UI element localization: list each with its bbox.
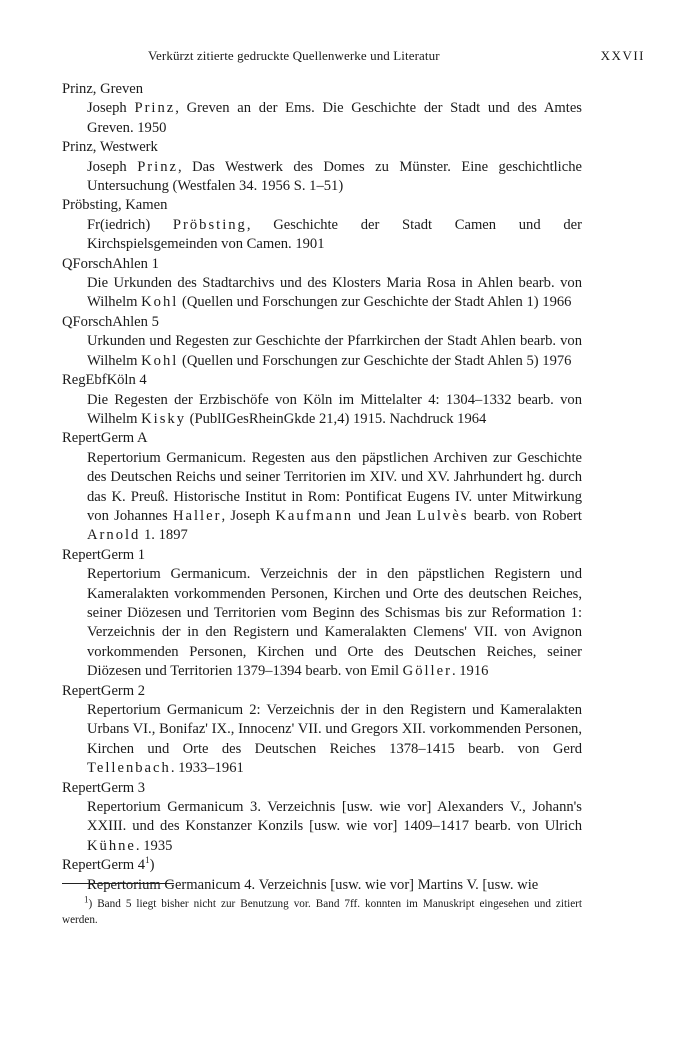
entry-abbreviation: RegEbfKöln 4 — [62, 372, 147, 389]
entry-citation — [62, 332, 582, 371]
entry-citation — [62, 99, 582, 138]
citation-text: Repertorium Germanicum 2: Verzeichnis der in den Registern und Kameralakten Urbans VI., Bonifaz' IX., Innocenz' VII. und Gregors XII. vorkommenden Personen, Kirchen und Orte des Deutschen Reiches 1378–1415 bearb. von Gerd — [87, 702, 582, 757]
bibliography-entry — [62, 546, 582, 682]
citation-text: Repertorium Germanicum 4. Verzeichnis [usw. wie vor] Martins V. [usw. wie — [87, 876, 539, 893]
entry-citation — [62, 274, 582, 313]
author-name-spaced: Kaufmann — [275, 507, 353, 524]
citation-text: Fr(iedrich) — [87, 216, 173, 233]
entry-citation — [62, 876, 582, 895]
footnote-rule — [62, 883, 174, 884]
entry-abbreviation: Pröbsting, Kamen — [62, 197, 168, 214]
author-name-spaced: Göller — [402, 663, 452, 680]
citation-text: Die Regesten der Erzbischöfe von Köln im Mittelalter 4: 1304–1332 bearb. von Wilhelm — [87, 391, 582, 427]
citation-text: (PublIGesRheinGkde 21,4) 1915. Nachdruck 1964 — [186, 410, 487, 427]
entry-abbreviation: QForschAhlen 1 — [62, 255, 159, 272]
entry-abbreviation: Prinz, Westwerk — [62, 139, 158, 156]
citation-text: Urkunden und Regesten zur Geschichte der Pfarrkirchen der Stadt Ahlen bearb. von Wilhelm — [87, 333, 582, 369]
bibliography-entry — [62, 779, 582, 857]
citation-text: . 1916 — [451, 663, 489, 680]
entry-abbreviation: RepertGerm $4^1$) — [62, 855, 155, 874]
citation-text: , Das Westwerk des Domes zu Münster. Eine geschichtliche Untersuchung (Westfalen 34. 1956 S. 1–51) — [87, 158, 582, 195]
running-title: Verkürzt zitierte gedruckte Quellenwerke und Literatur — [148, 48, 440, 63]
bibliography-entry — [62, 856, 582, 895]
entry-abbreviation: RepertGerm 2 — [62, 682, 146, 699]
citation-text: Joseph — [87, 158, 138, 175]
entry-abbreviation: Prinz, Greven — [62, 81, 144, 97]
citation-text: , Geschichte der Stadt Camen und der Kirchspielsgemeinden von Camen. 1901 — [87, 216, 582, 253]
entry-citation — [62, 391, 582, 430]
citation-text: Repertorium Germanicum. Verzeichnis der in den päpstlichen Registern und Kameralakten vorkommenden Personen, Kirchen und Orte des deutschen Reiches, seiner Diözesen und Territorien vom Beginn des Schismas bis zur Reformation 1: Verzeichnis der in den Registern und Kameralakten Clemens' VII. von Avignon vorkommenden Personen, Kirchen und Orte des Deutschen Reiches, seiner Diözesen und Territorien 1379–1394 bearb. von Emil — [87, 566, 582, 680]
author-name-spaced: Kohl — [141, 294, 179, 311]
citation-text: . 1933–1961 — [170, 760, 244, 777]
bibliography-entry — [62, 371, 582, 429]
citation-text: Joseph — [87, 100, 135, 117]
bibliography-entry — [62, 138, 582, 196]
bibliography-entry — [62, 429, 582, 545]
footnote-text: Band 5 liegt bisher nicht zur Benutzung vor. Band 7ff. konnten im Manuskript eingesehen und zitiert werden. — [62, 898, 582, 926]
author-name-spaced: Lulvès — [416, 507, 469, 524]
citation-text: (Quellen und Forschungen zur Geschichte der Stadt Ahlen 5) 1976 — [178, 352, 572, 369]
entry-abbreviation: RepertGerm 3 — [62, 779, 146, 796]
entry-citation — [62, 798, 582, 856]
citation-text: , Joseph — [221, 507, 276, 524]
citation-text: Die Urkunden des Stadtarchivs und des Klosters Maria Rosa in Ahlen bearb. von Wilhelm — [87, 275, 582, 311]
entry-citation — [62, 449, 582, 546]
author-name-spaced: Kisky — [141, 410, 187, 427]
entry-citation — [62, 158, 582, 197]
bibliography-entry — [62, 196, 582, 254]
citation-text: , Greven an der Ems. Die Geschichte der Stadt und des Amtes Greven. 1950 — [87, 100, 582, 136]
footnote — [62, 896, 582, 928]
author-name-spaced: Prinz — [134, 100, 176, 117]
entry-citation — [62, 701, 582, 779]
bibliography-entry — [62, 255, 582, 313]
author-name-spaced: Haller — [172, 507, 222, 524]
entry-citation — [62, 565, 582, 681]
bibliography-entry — [62, 682, 582, 779]
entry-abbreviation: RepertGerm 1 — [62, 546, 146, 563]
author-name-spaced: Prinz — [137, 158, 178, 175]
entry-abbreviation: QForschAhlen 5 — [62, 313, 159, 330]
citation-text: 1. 1897 — [140, 527, 188, 544]
citation-text: Repertorium Germanicum 3. Verzeichnis [usw. wie vor] Alexanders V., Johann's XXIII. und des Konstanzer Konzils [usw. wie vor] 1409–1417 bearb. von Ulrich — [87, 799, 582, 835]
page-number: XXVII — [600, 48, 645, 63]
citation-text: . 1935 — [135, 837, 173, 854]
author-name-spaced: Kühne — [87, 837, 136, 854]
citation-text: und Jean — [353, 507, 417, 524]
bibliography-entry — [62, 313, 582, 371]
citation-text: (Quellen und Forschungen zur Geschichte der Stadt Ahlen 1) 1966 — [178, 294, 572, 311]
bibliography-list — [62, 80, 582, 895]
author-name-spaced: Tellenbach — [87, 760, 171, 777]
entry-abbreviation: RepertGerm A — [62, 430, 148, 447]
author-name-spaced: Pröbsting — [172, 216, 247, 233]
citation-text: bearb. von Robert — [468, 507, 582, 524]
author-name-spaced: Kohl — [141, 352, 179, 369]
author-name-spaced: Arnold — [87, 527, 141, 544]
footnote-mark: $^1$) — [84, 894, 93, 910]
bibliography-entry — [62, 80, 582, 138]
entry-citation — [62, 216, 582, 255]
citation-text: Repertorium Germanicum. Regesten aus den päpstlichen Archiven zur Geschichte des Deutschen Reichs und seiner Territorien im XIV. und XV. Jahrhundert hg. durch das K. Preuß. Historische Institut in Rom: Pontificat Eugens IV. unter Mitwirkung von Johannes — [87, 449, 582, 524]
